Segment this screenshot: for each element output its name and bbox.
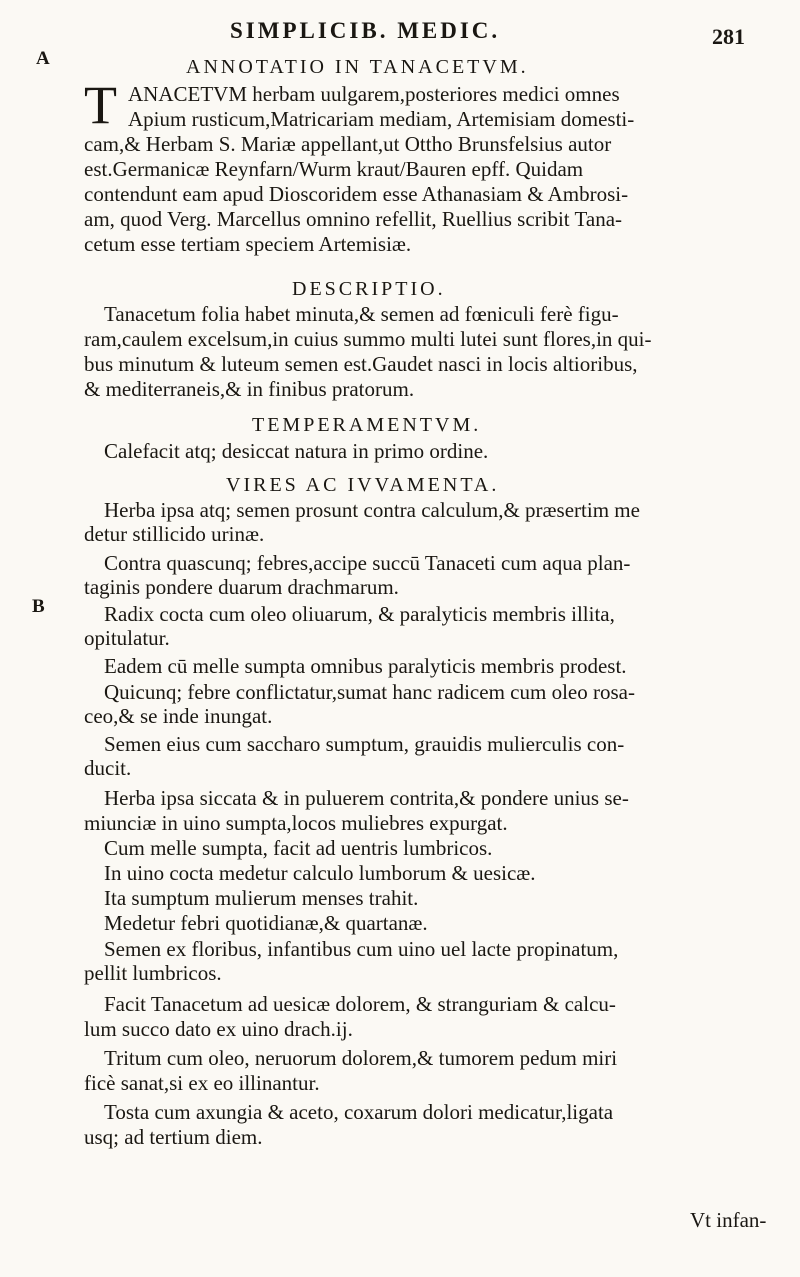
text-line: bus minutum & luteum semen est.Gaudet nasci in locis altioribus, [84,352,638,376]
text-line: ficè sanat,si ex eo illinantur. [84,1071,320,1095]
text-line: & mediterraneis,& in finibus pratorum. [84,377,415,401]
text-line: Herba ipsa siccata & in puluerem contrita,& pondere unius se- [104,786,629,810]
margin-marker-a: A [36,48,50,69]
text-line: Contra quascunq; febres,accipe succū Tanaceti cum aqua plan- [104,551,631,575]
text-line: lum succo dato ex uino drach.ij. [84,1017,353,1041]
catchword: Vt infan- [690,1208,767,1232]
text-line: opitulatur. [84,626,170,650]
text-line: Calefacit atq; desiccat natura in primo ordine. [104,439,489,463]
text-line: Tanacetum folia habet minuta,& semen ad fœniculi ferè figu- [104,302,619,326]
text-line: In uino cocta medetur calculo lumborum & uesicæ. [104,861,536,885]
text-line: Semen ex floribus, infantibus cum uino uel lacte propinatum, [104,937,619,961]
text-line: ceo,& se inde inungat. [84,704,273,728]
running-head: SIMPLICIB. MEDIC. [230,18,501,43]
heading-vires: VIRES AC IVVAMENTA. [226,474,500,496]
text-line: miunciæ in uino sumpta,locos muliebres expurgat. [84,811,508,835]
text-line: taginis pondere duarum drachmarum. [84,575,399,599]
text-line: ANACETVM herbam uulgarem,posteriores medici omnes [128,82,620,106]
heading-temperamentum: TEMPERAMENTVM. [252,414,482,436]
text-line: Eadem cū melle sumpta omnibus paralyticis membris prodest. [104,654,627,678]
text-line: Tosta cum axungia & aceto, coxarum dolori medicatur,ligata [104,1100,614,1124]
text-line: Facit Tanacetum ad uesicæ dolorem, & stranguriam & calcu- [104,992,616,1016]
heading-descriptio: DESCRIPTIO. [292,278,446,300]
text-line: ducit. [84,756,132,780]
margin-marker-b: B [32,596,45,617]
initial-letter: T [84,75,117,135]
text-line: Ita sumptum mulierum menses trahit. [104,886,419,910]
text-line: cetum esse tertiam speciem Artemisiæ. [84,232,412,256]
text-line: Radix cocta cum oleo oliuarum, & paralyticis membris illita, [104,602,615,626]
text-line: am, quod Verg. Marcellus omnino refellit, Ruellius scribit Tana- [84,207,623,231]
text-line: Apium rusticum,Matricariam mediam, Artemisiam domesti- [128,107,635,131]
text-line: Tritum cum oleo, neruorum dolorem,& tumorem pedum miri [104,1046,618,1070]
text-line: Cum melle sumpta, facit ad uentris lumbricos. [104,836,493,860]
text-line: contendunt eam apud Dioscoridem esse Athanasiam & Ambrosi- [84,182,629,206]
page-number: 281 [712,24,745,49]
text-line: pellit lumbricos. [84,961,222,985]
text-line: Semen eius cum saccharo sumptum, grauidis mulierculis con- [104,732,625,756]
text-line: usq; ad tertium diem. [84,1125,263,1149]
text-line: ram,caulem excelsum,in cuius summo multi lutei sunt flores,in qui- [84,327,652,351]
text-line: cam,& Herbam S. Mariæ appellant,ut Ottho Brunsfelsius autor [84,132,612,156]
text-line: Herba ipsa atq; semen prosunt contra calculum,& præsertim me [104,498,640,522]
text-line: Medetur febri quotidianæ,& quartanæ. [104,911,428,935]
heading-annotatio: ANNOTATIO IN TANACETVM. [186,56,529,78]
text-line: est.Germanicæ Reynfarn/Wurm kraut/Bauren epff. Quidam [84,157,584,181]
text-line: Quicunq; febre conflictatur,sumat hanc radicem cum oleo rosa- [104,680,635,704]
text-line: detur stillicido urinæ. [84,522,265,546]
